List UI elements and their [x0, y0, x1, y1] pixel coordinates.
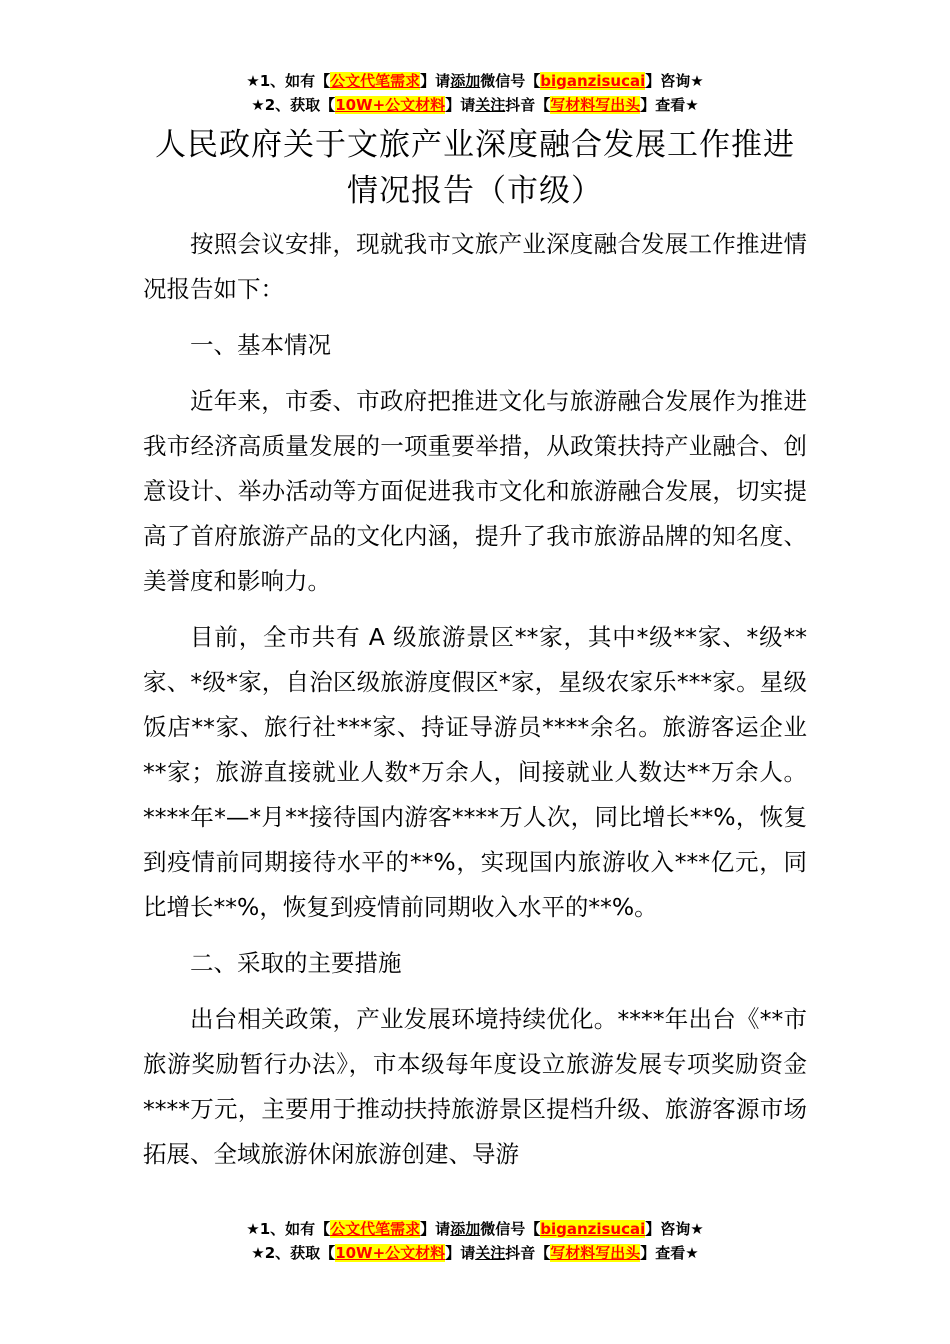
banner-highlight: 10W+公文材料: [335, 1244, 446, 1262]
banner-text: 微信号【: [480, 1220, 541, 1238]
banner-text: 】咨询★: [645, 1220, 704, 1238]
paragraph-intro: 按照会议安排，现就我市文旅产业深度融合发展工作推进情况报告如下：: [143, 230, 807, 303]
document-body: [143, 222, 807, 1177]
paragraph-overview: 近年来，市委、市政府把推进文化与旅游融合发展作为推进我市经济高质量发展的一项重要举措，从政策扶持产业融合、创意设计、举办活动等方面促进我市文化和旅游融合发展，切实提高了首府旅游产品的文化内涵，提升了我市旅游品牌的知名度、美誉度和影响力。: [143, 387, 807, 595]
banner-underlined: 添加: [450, 72, 481, 90]
banner-text: 抖音【: [505, 96, 551, 114]
banner-text: 】查看★: [640, 1244, 699, 1262]
banner-highlight: 公文代笔需求: [330, 1220, 421, 1238]
banner-text: 】请: [420, 1220, 451, 1238]
banner-text: ★2、获取【: [251, 96, 336, 114]
banner-text: 微信号【: [480, 72, 541, 90]
banner-text: 抖音【: [505, 1244, 551, 1262]
top-banner-line-2: [0, 93, 950, 118]
document-title: 人民政府关于文旅产业深度融合发展工作推进情况报告（市级）: [155, 127, 795, 209]
banner-highlight: 10W+公文材料: [335, 96, 446, 114]
banner-text: 】咨询★: [645, 72, 704, 90]
banner-text: ★1、如有【: [246, 72, 331, 90]
section-heading-1: 一、基本情况: [190, 331, 331, 359]
banner-text: ★2、获取【: [251, 1244, 336, 1262]
banner-highlight: 写材料写出头: [550, 96, 641, 114]
section-heading-2: 二、采取的主要措施: [190, 949, 402, 977]
bottom-banner-line-2: [0, 1241, 950, 1266]
banner-text: 】请: [445, 96, 476, 114]
banner-underlined: 关注: [475, 96, 506, 114]
banner-highlight: biganzisucai: [540, 1220, 646, 1238]
banner-text: ★1、如有【: [246, 1220, 331, 1238]
banner-underlined: 关注: [475, 1244, 506, 1262]
banner-highlight: 写材料写出头: [550, 1244, 641, 1262]
banner-underlined: 添加: [450, 1220, 481, 1238]
banner-text: 】请: [445, 1244, 476, 1262]
banner-highlight: biganzisucai: [540, 72, 646, 90]
top-banner-line-1: [0, 69, 950, 94]
banner-highlight: 公文代笔需求: [330, 72, 421, 90]
banner-text: 】请: [420, 72, 451, 90]
paragraph-measures: 出台相关政策，产业发展环境持续优化。****年出台《**市旅游奖励暂行办法》，市本级每年度设立旅游发展专项奖励资金****万元，主要用于推动扶持旅游景区提档升级、旅游客源市场拓展、全域旅游休闲旅游创建、导游: [143, 1005, 807, 1168]
bottom-banner-line-1: [0, 1217, 950, 1242]
banner-text: 】查看★: [640, 96, 699, 114]
paragraph-statistics: 目前，全市共有 A 级旅游景区**家，其中*级**家、*级**家、*级*家，自治区级旅游度假区*家，星级农家乐***家。星级饭店**家、旅行社***家、持证导游员****余名。旅游客运企业**家；旅游直接就业人数*万余人，间接就业人数达**万余人。****年*—*月**接待国内游客****万人次，同比增长**%，恢复到疫情前同期接待水平的**%，实现国内旅游收入***亿元，同比增长**%，恢复到疫情前同期收入水平的**%。: [143, 623, 807, 921]
